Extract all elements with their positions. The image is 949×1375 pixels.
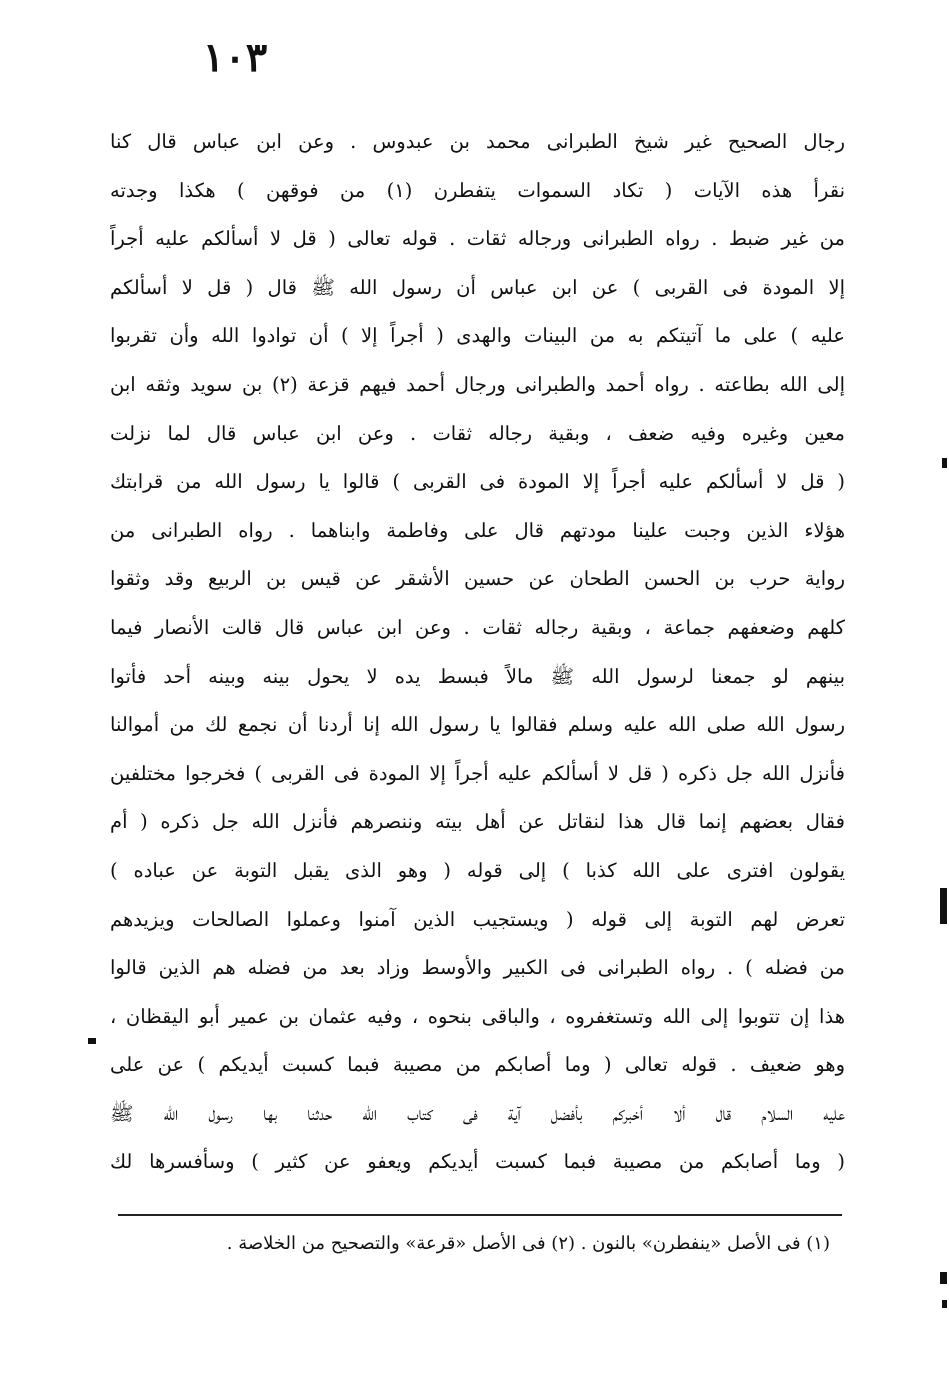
text-line-13: رسول الله صلى الله عليه وسلم فقالوا يا رسول الله إنا أردنا أن نجمع لك من أموالنا (110, 713, 845, 737)
text-line-19: هذا إن تتوبوا إلى الله وتستغفروه ، والباقى بنحوه ، وفيه عثمان بن عمير أبو اليقظان ، (110, 1004, 845, 1028)
text-line-20: وهو ضعيف . قوله تعالى ( وما أصابكم من مصيبة فبما كسبت أيديكم ) عن على (110, 1053, 845, 1077)
page-number: ١٠٣ (202, 34, 268, 81)
text-line-9: هؤلاء الذين وجبت علينا مودتهم قال على وفاطمة وابناهما . رواه الطبرانى من (110, 518, 845, 542)
scan-margin-mark (940, 888, 947, 924)
main-text (110, 118, 845, 1187)
text-line-21: عليه السلام قال ألا أخبركم بأفضل آية فى كتاب الله حدثنا بها رسول الله ﷺ (110, 1101, 845, 1125)
text-line-5: عليه ) على ما آتيتكم به من البينات والهدى ( أجراً إلا ) أن توادوا الله وأن تقربوا (110, 324, 845, 348)
text-line-18: من فضله ) . رواه الطبرانى فى الكبير والأوسط وزاد بعد من فضله هم الذين قالوا (110, 956, 845, 980)
footnote-divider (118, 1214, 842, 1216)
text-line-22: ( وما أصابكم من مصيبة فبما كسبت أيديكم ويعفو عن كثير ) وسأفسرها لك (110, 1150, 845, 1174)
text-line-14: فأنزل الله جل ذكره ( قل لا أسألكم عليه أجراً إلا المودة فى القربى ) فخرجوا مختلفين (110, 761, 845, 785)
scan-margin-mark (942, 1300, 947, 1308)
text-line-15: فقال بعضهم إنما قال هذا لنقاتل عن أهل بيته وننصرهم فأنزل الله جل ذكره ( أم (110, 810, 845, 834)
text-line-12: بينهم لو جمعنا لرسول الله ﷺ مالاً فبسط يده لا يحول بينه وبينه أحد فأتوا (110, 664, 845, 688)
text-line-3: من غير ضبط . رواه الطبرانى ورجاله ثقات . قوله تعالى ( قل لا أسألكم عليه أجراً (110, 227, 845, 251)
text-line-17: تعرض لهم التوبة إلى قوله ( ويستجيب الذين آمنوا وعملوا الصالحات ويزيدهم (110, 907, 845, 931)
text-line-4: إلا المودة فى القربى ) عن ابن عباس أن رسول الله ﷺ قال ( قل لا أسألكم (110, 275, 845, 299)
scan-margin-mark (88, 1038, 96, 1044)
text-line-2: نقرأ هذه الآيات ( تكاد السموات يتفطرن (١) من فوقهن ) هكذا وجدته (110, 178, 845, 202)
text-line-8: ( قل لا أسألكم عليه أجراً إلا المودة فى القربى ) قالوا يا رسول الله من قرابتك (110, 470, 845, 494)
text-line-11: كلهم وضعفهم جماعة ، وبقية رجاله ثقات . وعن ابن عباس قال قالت الأنصار فيما (110, 615, 845, 639)
text-line-1: رجال الصحيح غير شيخ الطبرانى محمد بن عبدوس . وعن ابن عباس قال كنا (110, 130, 845, 153)
text-line-10: رواية حرب بن الحسن الطحان عن حسين الأشقر عن قيس بن الربيع وقد وثقوا (110, 567, 845, 591)
text-line-16: يقولون افترى على الله كذبا ) إلى قوله ( وهو الذى يقبل التوبة عن عباده ) (110, 858, 845, 882)
scan-margin-mark (940, 1272, 947, 1284)
footnote: (١) فى الأصل «ينفطرن» بالنون . (٢) فى الأصل «قرعة» والتصحيح من الخلاصة . (226, 1233, 830, 1254)
text-line-7: معين وغيره وفيه ضعف ، وبقية رجاله ثقات . وعن ابن عباس قال لما نزلت (110, 421, 845, 445)
text-line-6: إلى الله بطاعته . رواه أحمد والطبرانى ورجال أحمد فيهم قزعة (٢) بن سويد وثقه ابن (110, 372, 845, 396)
scan-margin-mark (942, 458, 947, 468)
